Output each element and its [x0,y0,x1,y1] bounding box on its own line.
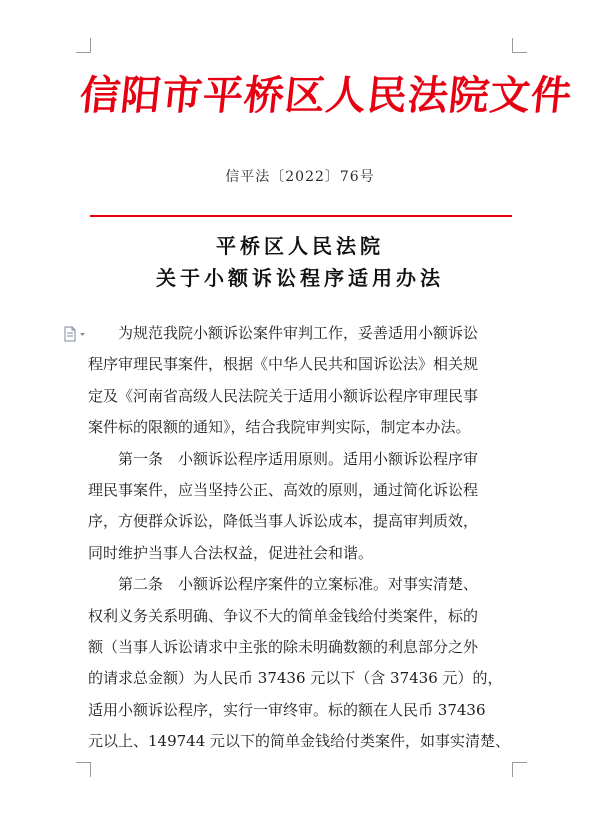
document-title-line-2: 关于小额诉讼程序适用办法 [156,266,444,290]
issuer-red-header: 信阳市平桥区人民法院文件 [77,73,575,119]
body-line: 案件标的限额的通知》，结合我院审判实际，制定本办法。 [88,418,471,437]
document-number: 信平法〔2022〕76号 [225,169,375,185]
body-line: 理民事案件，应当坚持公正、高效的原则，通过简化诉讼程 [88,480,479,499]
paragraph-options-icon[interactable] [63,326,89,342]
document-body [88,318,518,757]
body-line: 程序审理民事案件，根据《中华人民共和国诉讼法》相关规 [88,355,479,374]
body-line: 同时维护当事人合法权益，促进社会和谐。 [88,543,374,562]
body-line: 定及《河南省高级人民法院关于适用小额诉讼程序审理民事 [88,386,479,405]
body-line: 为规范我院小额诉讼案件审判工作，妥善适用小额诉讼 [88,324,479,342]
body-line: 权利义务关系明确、争议不大的简单金钱给付类案件，标的 [88,606,479,625]
body-line: 第一条 小额诉讼程序适用原则。适用小额诉讼程序审 [88,449,479,468]
red-separator-line [90,215,512,217]
body-line: 适用小额诉讼程序，实行一审终审。标的额在人民币 37436 [88,700,486,719]
body-line: 额（当事人诉讼请求中主张的除未明确数额的利息部分之外 [88,637,479,656]
body-line: 序，方便群众诉讼，降低当事人诉讼成本，提高审判质效， [88,512,479,531]
body-line: 的请求总金额）为人民币 37436 元以下（含 37436 元）的， [88,669,503,688]
page-corner-mark-top-right [512,38,527,53]
body-line: 元以上、149744 元以下的简单金钱给付类案件，如事实清楚、 [88,732,511,751]
page-corner-mark-bottom-right [512,762,527,777]
document-title-line-1: 平桥区人民法院 [216,234,384,258]
page-corner-mark-bottom-left [76,762,91,777]
page-corner-mark-top-left [76,38,91,53]
body-line: 第二条 小额诉讼程序案件的立案标准。对事实清楚、 [88,575,479,594]
